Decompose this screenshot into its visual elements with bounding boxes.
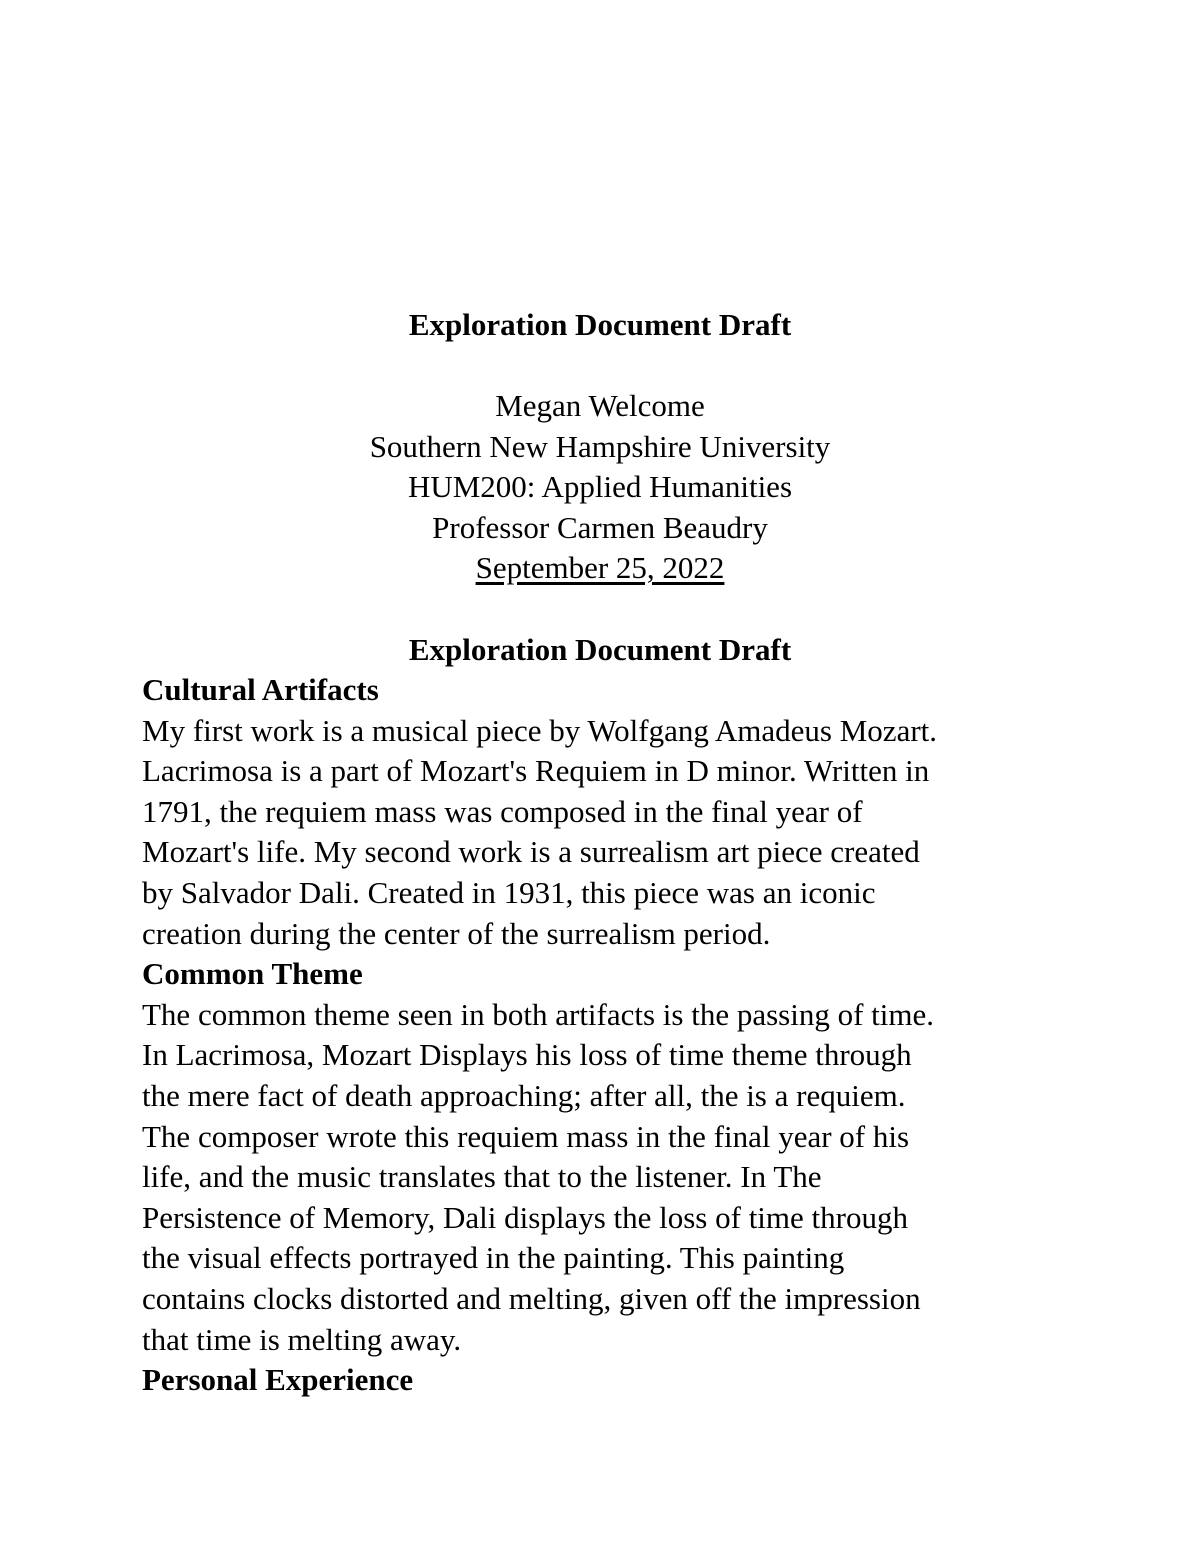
course-name: HUM200: Applied Humanities	[407, 469, 793, 504]
paragraph-line: The common theme seen in both artifacts is the passing of time.	[142, 996, 935, 1032]
body-title: Exploration Document Draft	[408, 632, 792, 667]
paragraph-line: Lacrimosa is a part of Mozart's Requiem in D minor. Written in	[142, 753, 930, 789]
paragraph-line: life, and the music translates that to the listener. In The	[142, 1159, 822, 1195]
paragraph-line: My first work is a musical piece by Wolfgang Amadeus Mozart.	[142, 712, 938, 748]
section-heading-cultural-artifacts: Cultural Artifacts	[142, 672, 379, 707]
paragraph-line: that time is melting away.	[142, 1321, 462, 1357]
paragraph-line: the mere fact of death approaching; after all, the is a requiem.	[142, 1077, 906, 1113]
institution-name: Southern New Hampshire University	[369, 428, 831, 464]
paragraph-line: creation during the center of the surrealism period.	[142, 915, 771, 951]
author-name: Megan Welcome	[495, 388, 705, 423]
section-heading-common-theme: Common Theme	[142, 956, 363, 992]
paragraph-line: 1791, the requiem mass was composed in the final year of	[142, 793, 863, 829]
paragraph-line: In Lacrimosa, Mozart Displays his loss of time theme through	[142, 1037, 912, 1073]
title-page-info	[0, 386, 1200, 589]
paragraph-line: Persistence of Memory, Dali displays the loss of time through	[142, 1199, 908, 1235]
paragraph-line: by Salvador Dali. Created in 1931, this piece was an iconic	[142, 874, 876, 910]
document-date-text: September 25, 2022	[475, 550, 725, 585]
document-date	[0, 548, 1200, 589]
paragraph-line: The composer wrote this requiem mass in the final year of his	[142, 1118, 910, 1154]
document-title: Exploration Document Draft	[408, 307, 792, 342]
section-heading-personal-experience: Personal Experience	[142, 1362, 414, 1398]
paragraph-line: Mozart's life. My second work is a surrealism art piece created	[142, 834, 920, 870]
section-paragraph-cultural-artifacts	[142, 711, 1062, 955]
document-body	[142, 670, 1062, 1401]
paragraph-line: the visual effects portrayed in the painting. This painting	[142, 1240, 845, 1276]
section-paragraph-common-theme	[142, 995, 1062, 1360]
professor-name: Professor Carmen Beaudry	[432, 509, 768, 545]
paragraph-line: contains clocks distorted and melting, given off the impression	[142, 1280, 921, 1316]
